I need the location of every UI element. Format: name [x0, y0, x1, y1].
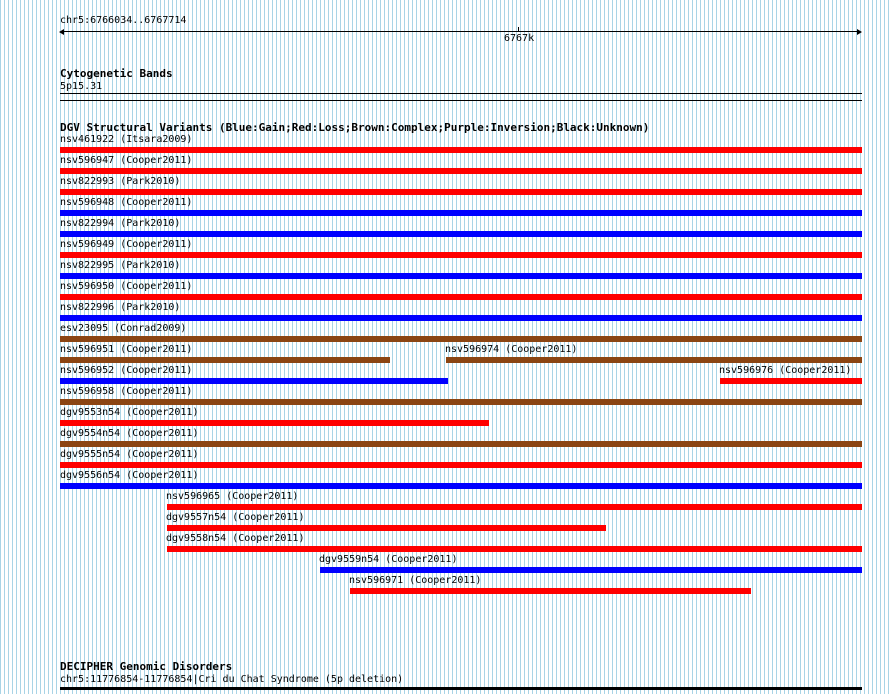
- variant-bar[interactable]: [60, 147, 862, 153]
- ruler-axis: [62, 31, 858, 32]
- variant-label[interactable]: dgv9557n54 (Cooper2011): [166, 512, 305, 523]
- variant-bar[interactable]: [60, 399, 862, 405]
- variant-label[interactable]: dgv9556n54 (Cooper2011): [60, 470, 199, 481]
- variant-label[interactable]: dgv9553n54 (Cooper2011): [60, 407, 199, 418]
- variant-bar[interactable]: [60, 441, 862, 447]
- cyto-band-rule[interactable]: [60, 93, 862, 94]
- ruler-tick-label: 6767k: [504, 33, 535, 44]
- variant-label[interactable]: nsv596976 (Cooper2011): [719, 365, 852, 376]
- variant-bar[interactable]: [60, 273, 862, 279]
- cyto-band-label: 5p15.31: [60, 81, 103, 92]
- variant-bar[interactable]: [60, 483, 862, 489]
- variant-bar[interactable]: [60, 462, 862, 468]
- variant-label[interactable]: dgv9554n54 (Cooper2011): [60, 428, 199, 439]
- variant-bar[interactable]: [350, 588, 751, 594]
- variant-label[interactable]: nsv596958 (Cooper2011): [60, 386, 193, 397]
- variant-label[interactable]: nsv596948 (Cooper2011): [60, 197, 193, 208]
- variant-label[interactable]: nsv596965 (Cooper2011): [166, 491, 299, 502]
- cyto-track-title[interactable]: Cytogenetic Bands: [60, 67, 173, 80]
- variant-bar[interactable]: [60, 231, 862, 237]
- variant-label[interactable]: nsv596950 (Cooper2011): [60, 281, 193, 292]
- variant-bar[interactable]: [60, 252, 862, 258]
- right-arrow-icon[interactable]: [857, 29, 862, 35]
- variant-label[interactable]: dgv9555n54 (Cooper2011): [60, 449, 199, 460]
- variant-label[interactable]: nsv596974 (Cooper2011): [445, 344, 578, 355]
- variant-label[interactable]: nsv596952 (Cooper2011): [60, 365, 193, 376]
- variant-bar[interactable]: [60, 210, 862, 216]
- range-label: chr5:6766034..6767714: [60, 15, 187, 26]
- variant-bar[interactable]: [60, 315, 862, 321]
- decipher-feature-bar[interactable]: [60, 687, 862, 690]
- variant-label[interactable]: nsv822994 (Park2010): [60, 218, 181, 229]
- variant-label[interactable]: nsv596951 (Cooper2011): [60, 344, 193, 355]
- variant-bar[interactable]: [320, 567, 862, 573]
- decipher-feature-label[interactable]: chr5:11776854-11776854|Cri du Chat Syndrome (5p deletion): [60, 674, 404, 685]
- variant-label[interactable]: nsv596949 (Cooper2011): [60, 239, 193, 250]
- variant-bar[interactable]: [167, 525, 606, 531]
- ruler-tick: [518, 27, 519, 32]
- variant-bar[interactable]: [60, 168, 862, 174]
- variant-label[interactable]: dgv9558n54 (Cooper2011): [166, 533, 305, 544]
- variant-bar[interactable]: [60, 420, 489, 426]
- variant-bar[interactable]: [720, 378, 862, 384]
- left-arrow-icon[interactable]: [59, 29, 64, 35]
- variant-label[interactable]: nsv822995 (Park2010): [60, 260, 181, 271]
- variant-label[interactable]: esv23095 (Conrad2009): [60, 323, 187, 334]
- variant-bar[interactable]: [60, 378, 448, 384]
- variant-label[interactable]: nsv822996 (Park2010): [60, 302, 181, 313]
- variant-label[interactable]: nsv822993 (Park2010): [60, 176, 181, 187]
- decipher-track-title[interactable]: DECIPHER Genomic Disorders: [60, 660, 233, 673]
- variant-bar[interactable]: [60, 294, 862, 300]
- variant-bar[interactable]: [60, 336, 862, 342]
- track-divider: [60, 100, 862, 101]
- variant-bar[interactable]: [446, 357, 862, 363]
- variant-label[interactable]: nsv596947 (Cooper2011): [60, 155, 193, 166]
- variant-label[interactable]: nsv596971 (Cooper2011): [349, 575, 482, 586]
- variant-label[interactable]: dgv9559n54 (Cooper2011): [319, 554, 458, 565]
- variant-bar[interactable]: [60, 357, 390, 363]
- variant-bar[interactable]: [167, 546, 862, 552]
- dgv-track-title[interactable]: DGV Structural Variants (Blue:Gain;Red:Loss;Brown:Complex;Purple:Inversion;Black:Unknown): [60, 121, 650, 134]
- variant-bar[interactable]: [60, 189, 862, 195]
- variant-bar[interactable]: [167, 504, 862, 510]
- variant-label[interactable]: nsv461922 (Itsara2009): [60, 134, 193, 145]
